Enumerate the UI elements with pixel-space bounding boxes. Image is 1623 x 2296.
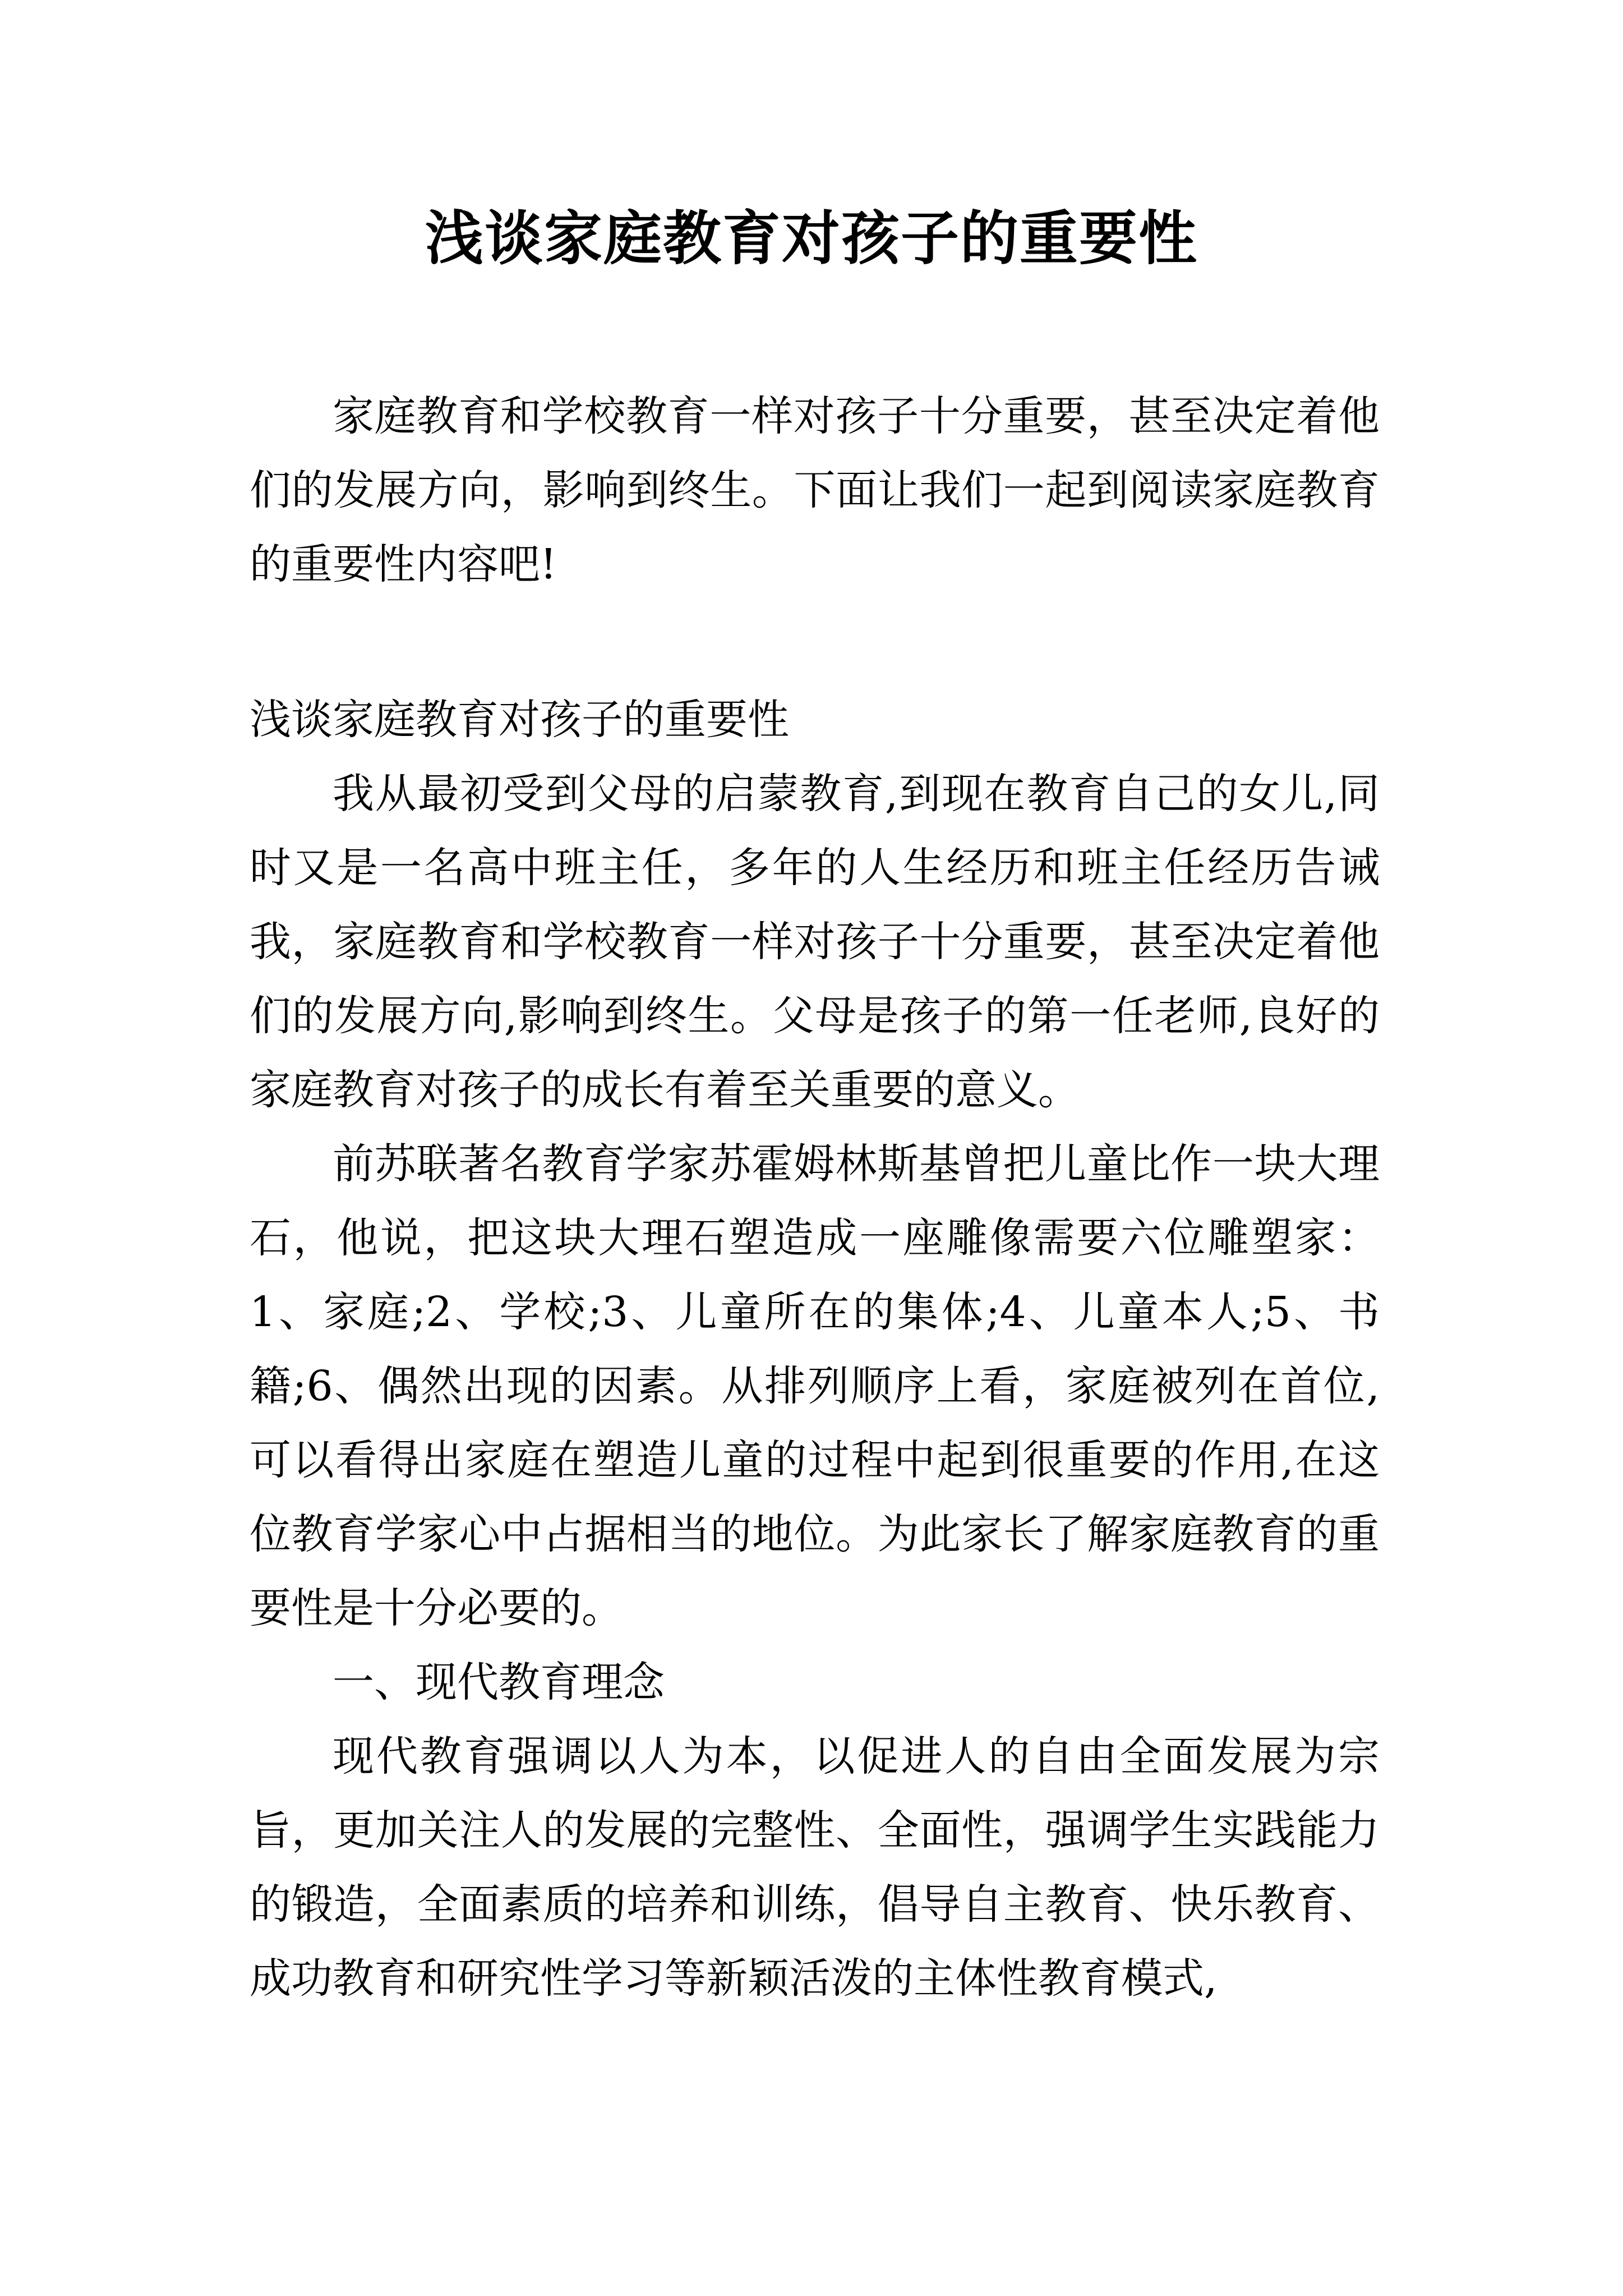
paragraph-modern-education: 现代教育强调以人为本，以促进人的自由全面发展为宗旨，更加关注人的发展的完整性、全面性，强调学生实践能力的锻造，全面素质的培养和训练，倡导自主教育、快乐教育、成功教育和研究性学习等新颖活泼的主体性教育模式, [250, 1732, 1380, 2003]
document-title: 浅谈家庭教育对孩子的重要性 [425, 204, 1198, 273]
section-heading-modern-education: 一、现代教育理念 [333, 1658, 665, 1706]
intro-paragraph: 家庭教育和学校教育一样对孩子十分重要，甚至决定着他们的发展方向，影响到终生。下面让我们一起到阅读家庭教育的重要性内容吧! [250, 392, 1380, 588]
paragraph-sculptor-metaphor: 前苏联著名教育学家苏霍姆林斯基曾把儿童比作一块大理石，他说，把这块大理石塑造成一座雕像需要六位雕塑家：1、家庭;2、学校;3、儿童所在的集体;4、儿童本人;5、书籍;6、偶然出现的因素。从排列顺序上看，家庭被列在首位,可以看得出家庭在塑造儿童的过程中起到很重要的作用,在这位教育学家心中占据相当的地位。为此家长了解家庭教育的重要性是十分必要的。 [250, 1140, 1380, 1632]
section-subtitle: 浅谈家庭教育对孩子的重要性 [250, 696, 789, 744]
paragraph-upbringing: 我从最初受到父母的启蒙教育,到现在教育自己的女儿,同时又是一名高中班主任，多年的人生经历和班主任经历告诫我，家庭教育和学校教育一样对孩子十分重要，甚至决定着他们的发展方向,影响到终生。父母是孩子的第一任老师,良好的家庭教育对孩子的成长有着至关重要的意义。 [250, 770, 1380, 1114]
